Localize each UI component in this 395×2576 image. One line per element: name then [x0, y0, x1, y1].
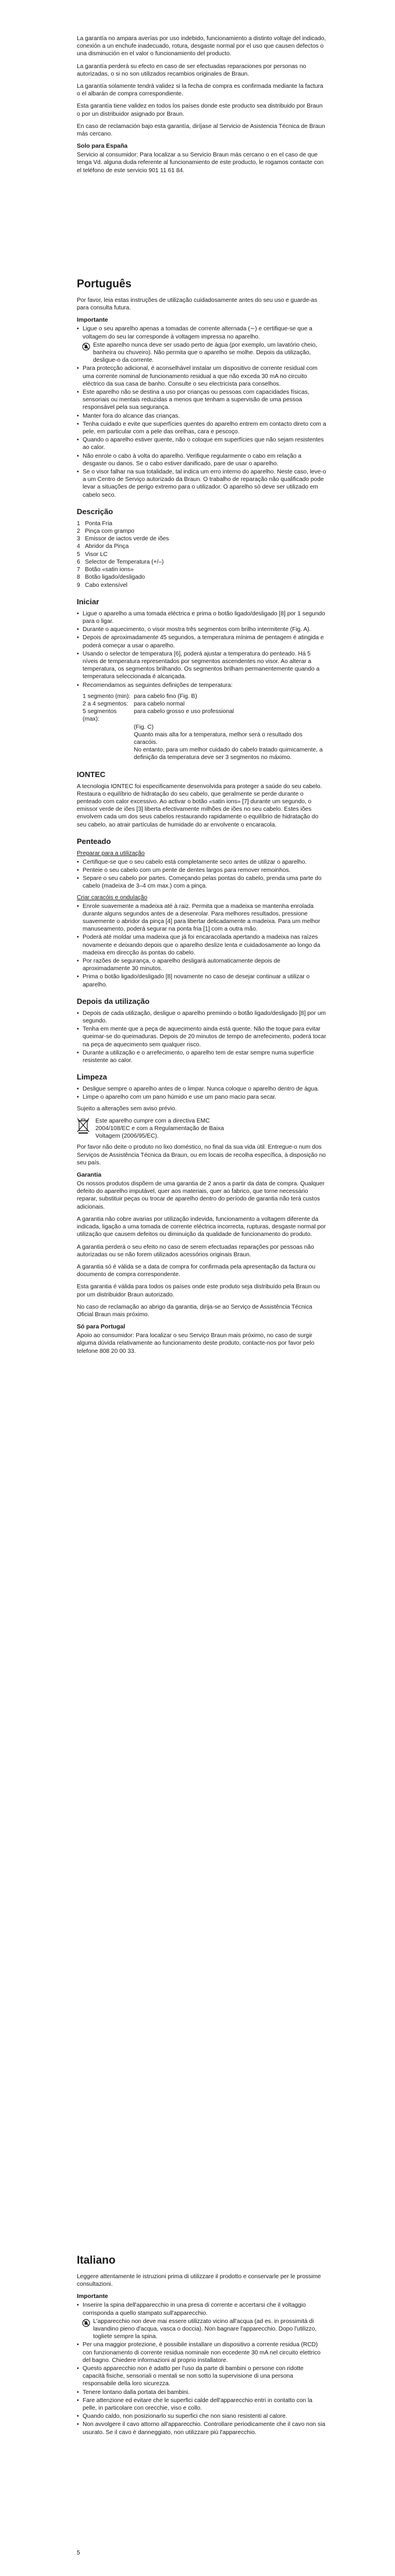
list-item: • Tenha cuidado e evite que superfícies quentes do aparelho entrem em contacto direto com a pele, em particular com a pele das orelhas, cara e pescoço.: [77, 421, 327, 436]
preparar-list: [77, 858, 327, 890]
list-item: • Poderá até moldar uma madeixa que já foi encaracolada apertando a madeixa nas raízes novamente e deixando depois que o aparelho deslize lenta e cuidadosamente ao longo da madeixa em direcção às pontas do cabelo.: [77, 934, 327, 957]
descricao-row: 1 Ponta Fria: [77, 520, 112, 527]
lixo-text: Por favor não deite o produto no lixo doméstico, no final da sua vida útil. Entregue-o num dos Serviços de Assistência Técnica da Braun, ou em locais de recolha específica, à disposição no seu país.: [77, 1144, 326, 1166]
italian-section: [77, 2254, 327, 2440]
weee-bin-icon: [77, 1117, 90, 1134]
descricao-list: [77, 520, 327, 589]
garantia-paragraph: Os nossos produtos dispõem de uma garantia de 2 anos a partir da data de compra. Qualquer defeito do aparelho imputável, quer aos materiais, quer ao fabrico, que torne necessário reparar, substituir peças ou trocar de aparelho dentro do período de garantia não terá custos adicionais.: [77, 1181, 325, 1210]
list-item: • Penteie o seu cabelo com um pente de dentes largos para remover remoinhos.: [77, 867, 327, 874]
depois-heading: Depois da utilização: [77, 996, 150, 1006]
page-number: 5: [77, 2550, 80, 2556]
descricao-heading: Descrição: [77, 507, 113, 516]
italian-importante-heading: Importante: [77, 2293, 108, 2300]
warning-text: L'apparecchio non deve mai essere utilizzato vicino all'acqua (ad es. in prossimità di lavandino pieno d'acqua, vasca o doccia). Non bagnare l'apparecchio. Dopo l'utilizzo, togliete sempre la spina.: [93, 2318, 317, 2340]
list-item: • Durante a utilização e o arrefecimento, o aparelho tem de estar sempre numa superfície resistente ao calor.: [77, 1049, 327, 1064]
importante-list: [77, 325, 327, 498]
garantia-heading: Garantia: [77, 1172, 102, 1179]
italian-intro: Leggere attentamente le istruzioni prima di utilizzare il prodotto e conservarle per le prossime consultazioni.: [77, 2274, 321, 2288]
list-item: • Manter fora do alcance das crianças.: [77, 412, 327, 420]
list-item-warning: [77, 341, 327, 365]
spanish-paragraph: La garantía no ampara averías por uso indebido, funcionamiento a distinto voltaje del indicado, conexión a un enchufe inadecuado, rotura, desgaste normal por el uso que causen defectos o una disminución en el valor o funcionamiento del producto.: [77, 35, 326, 58]
list-item: • Durante o aquecimento, o visor mostra três segmentos com brilho intermitente (Fig. A).: [77, 626, 327, 633]
list-item: • Certifique-se que o seu cabelo está completamente seco antes de utilizar o aparelho.: [77, 858, 327, 866]
list-item: • Limpe o aparelho com um pano húmido e use um pano macio para secar.: [77, 1093, 327, 1101]
garantia-paragraph: No caso de reclamação ao abrigo da garantia, dirija-se ao Serviço de Assistência Técnica Oficial Braun mais próximo.: [77, 1303, 312, 1318]
spanish-paragraph: Esta garantía tiene validez en todos los países donde este producto sea distribuido por Braun o por un distribuidor asignado por Braun.: [77, 103, 323, 117]
warning-text: Este aparelho nunca deve ser usado perto de água (por exemplo, um lavatório cheio, banheira ou chuveiro). Não permita que o aparelho se molhe. Depois da utilização, desligue-o da corrente.: [93, 341, 318, 364]
criar-list: [77, 903, 327, 989]
list-item: • Questo apparecchio non è adatto per l'uso da parte di bambini o persone con ridotte capacità fisiche, sensoriali o mentali se non sotto la supervisione di una persona responsabile della loro sicurezza.: [77, 2365, 327, 2388]
no-water-icon: [82, 2319, 90, 2327]
list-item: • Quando o aparelho estiver quente, não o coloque em superfícies que não sejam resistentes ao calor.: [77, 436, 327, 451]
italian-title: Italiano: [77, 2254, 116, 2267]
list-item: • Prima o botão ligado/desligado [8] novamente no caso de desejar continuar a utilizar o aparelho.: [77, 973, 327, 988]
so-portugal-heading: Só para Portugal: [77, 1324, 126, 1331]
descricao-row: 7 Botão «satin ions»: [77, 566, 134, 573]
list-item: • Enrole suavemente a madeixa até à raiz. Permita que a madeixa se mantenha enrolada durante alguns segundos antes de a desenrolar. Para melhores resultados, pressione suavemente o abridor da pinça [4] para libertar delicadamente a madeixa. Para um melhor manuseamento, poderá segurar na ponta fria [1] com a outra mão.: [77, 903, 327, 934]
list-item: • Não enrole o cabo à volta do aparelho. Verifique regularmente o cabo em relação a desgaste ou danos. Se o cabo estiver danificado, pare de usar o aparelho.: [77, 453, 327, 468]
solo-espana-text: Servicio al consumidor: Para localizar a su Servicio Braun más cercano o en el caso de que tenga Vd. alguna duda referente al funcionamiento de este producto, le rogamos contacte con el teléfono de este servicio 901 11 61 84.: [77, 152, 324, 174]
preparar-heading: Preparar para a utilização: [77, 850, 145, 857]
segment-row: 2 a 4 segmentos: para cabelo normal: [83, 700, 185, 707]
portuguese-title: Português: [77, 278, 131, 290]
penteado-heading: Penteado: [77, 836, 111, 846]
list-item: • Usando o selector de temperatura [6], poderá ajustar a temperatura do penteado. Há 5 níveis de temperatura representados por segmentos ascendentes no visor. Ao alterar a temperatura, os segmentos brilhando. Os segmentos brilham permanentemente quando a temperatura seleccionada é alcançada.: [77, 650, 327, 681]
iniciar-heading: Iniciar: [77, 597, 99, 606]
list-item: • Para protecção adicional, é aconselhável instalar um dispositivo de corrente residual com uma corrente nominal de funcionamento residual a que não exceda 30 mA no circuito eléctrico da sua casa de banho. Consulte o seu electricista para conselhos.: [77, 365, 327, 388]
list-item: • Fare attenzione ed evitare che le superfici calde dell'apparecchio entri in contatto con la pelle, in particolare con orecchie, viso e collo.: [77, 2397, 327, 2412]
so-portugal-text: Apoio ao consumidor: Para localizar o seu Serviço Braun mais próximo, no caso de surgir alguma dúvida relativamente ao funcionamento deste produto, contacte-nos por favor pelo telefone 808 20 00 33.: [77, 1332, 315, 1355]
sujeito-text: Sujeito a alterações sem aviso prévio.: [77, 1105, 177, 1112]
descricao-row: 4 Abridor da Pinça: [77, 543, 129, 550]
garantia-paragraph: A garantia perderá o seu efeito no caso de serem efectuadas reparações por pessoas não autorizadas ou se não forem utilizados acessórios originais Braun.: [77, 1244, 314, 1258]
list-item: • Inserire la spina dell'apparecchio in una presa di corrente e accertarsi che il voltaggio corrisponda a quello stampato sull'apparecchio.: [77, 2301, 327, 2317]
spanish-paragraph: La garantía perderá su efecto en caso de ser efectuadas reparaciones por personas no autorizadas, o si no son utilizados recambios originales de Braun.: [77, 63, 307, 77]
garantia-paragraph: A garantia não cobre avarias por utilização indevida, funcionamento a voltagem diferente da indicada, ligação a uma tomada de corrente eléctrica incorrecta, rupturas, desgaste normal por utilização que causem defeitos ou diminuição da qualidade de funcionamento do produto.: [77, 1216, 326, 1238]
segment-table: [77, 693, 327, 762]
iontec-heading: IONTEC: [77, 769, 106, 779]
iniciar-note: No entanto, para um melhor cuidado do cabelo tratado quimicamente, a definição da temperatura deve ser 3 segmentos no máximo.: [134, 747, 323, 761]
list-item: • Depois de aproximadamente 45 segundos, a temperatura mínima de pentagem é atingida e poderá começar a usar o aparelho.: [77, 634, 327, 649]
depois-list: [77, 1010, 327, 1064]
emc-text: Este aparelho cumpre com a directiva EMC 2004/108/EC e com a Regulamentação de Baixa Voltagem (2006/95/EC).: [95, 1117, 224, 1140]
emc-block: [77, 1117, 327, 1141]
list-item: • Desligue sempre o aparelho antes de o limpar. Nunca coloque o aparelho dentro de água.: [77, 1085, 327, 1093]
descricao-row: 3 Emissor de iactos verde de iões: [77, 536, 169, 543]
descricao-row: 5 Visor LC: [77, 551, 108, 558]
descricao-row: 6 Selector de Temperatura (+/–): [77, 558, 164, 565]
iniciar-note: Quanto mais alta for a temperatura, melhor será o resultado dos caracóis.: [134, 731, 303, 746]
list-item: • Separe o seu cabelo por partes. Começando pelas pontas do cabelo, prenda uma parte do cabelo (madeixa de 3–4 cm max.) com a pinça.: [77, 875, 327, 890]
segment-row: 1 segmento (min): para cabelo fino (Fig. B): [83, 693, 197, 700]
list-item: • Ligue o seu aparelho apenas a tomadas de corrente alternada (∼) e certifique-se que a voltagem do seu lar corresponde à voltagem impressa no aparelho.: [77, 325, 327, 340]
list-item: • Se o visor falhar na sua totalidade, tal indica um erro interno do aparelho. Neste caso, leve-o a um Centro de Serviço autorizado da Braun. O trabalho de reparação não qualificado pode levar a situações de perigo extremo para o utilizador. O aparelho só deve ser utilizado em cabelo seco.: [77, 468, 327, 499]
spanish-paragraph: En caso de reclamación bajo esta garantía, diríjase al Servicio de Asistencia Técnica de Braun más cercano.: [77, 123, 325, 138]
no-water-icon: [82, 343, 90, 351]
list-item: • Tenha em mente que a peça de aquecimento ainda está quente. Não the toque para evitar queimar-se do queimaduras. Depois de 20 minutos de tempo de arrefecimento, poderá tocar na peça de aquecimento sem qualquer risco.: [77, 1025, 327, 1049]
iontec-text: A tecnologia IONTEC foi especificamente desenvolvida para proteger a saúde do seu cabelo. Restaura o equilíbrio de hidratação do seu cabelo, que geralmente se perde durante o penteado com calor excessivo. Ao activar o botão «satin ions» [7] durante um segundo, o emissor verde de iões [3] liberta efectivamente milhões de iões no seu cabelo. Estes iões envolvem cada um dos seus cabelos restaurando rapidamente o equilíbrio de hidratação do seu cabelo, ao atrair partículas de humidade do ar envolvente o encaracola.: [77, 783, 322, 828]
list-item: • Por razões de segurança, o aparelho desligará automaticamente depois de aproximadamente 30 minutos.: [77, 957, 327, 972]
descricao-row: 8 Botão ligado/desligado: [77, 574, 145, 581]
list-item: • Tenere lontano dalla portata dei bambini.: [77, 2389, 327, 2396]
list-item: • Recomendamos as seguintes definições de temperatura:: [77, 682, 327, 689]
list-item: • Non avvolgere il cavo attorno all'apparecchio. Controllare periodicamente che il cavo non sia usurato. Se il cavo è danneggiato, non utilizzare più l'apparecchio.: [77, 2421, 327, 2436]
importante-heading: Importante: [77, 317, 108, 324]
descricao-row: 9 Cabo extensível: [77, 582, 128, 589]
portuguese-intro: Por favor, leia estas instruções de utilização cuidadosamente antes do seu uso e guarde-as para consulta futura.: [77, 297, 318, 312]
list-item: • Este aparelho não se destina a uso por crianças ou pessoas com capacidades físicas, sensoriais ou mentais reduzidas a menos que tenham a supervisão de uma pessoa responsável pela sua segurança.: [77, 389, 327, 412]
iniciar-list: [77, 610, 327, 689]
spanish-paragraph: La garantía solamente tendrá validez si la fecha de compra es confirmada mediante la factura o el albarán de compra correspondiente.: [77, 83, 323, 98]
fig-c-label: (Fig. C): [134, 724, 154, 731]
garantia-paragraph: A garantia só é válida se a data de compra for confirmada pela apresentação da factura ou documento de compra correspondente.: [77, 1263, 316, 1278]
portuguese-section: [77, 278, 327, 1360]
list-item: • Depois de cada utilização, desligue o aparelho premindo o botão ligado/desligado [8] por um segundo.: [77, 1010, 327, 1025]
list-item: • Quando caldo, non posizionarlo su superfici che non siano resistenti al calore.: [77, 2413, 327, 2420]
solo-espana-heading: Solo para España: [77, 143, 128, 150]
list-item-warning: [77, 2318, 327, 2341]
list-item: • Ligue o aparelho a uma tomada eléctrica e prima o botão ligado/desligado [8] por 1 segundo para o ligar.: [77, 610, 327, 625]
descricao-row: 2 Pinça com grampo: [77, 528, 134, 535]
garantia-paragraph: Esta garantia é válida para todos os países onde este produto seja distribuído pela Braun ou por um distribuidor Braun autorizado.: [77, 1284, 320, 1298]
spanish-section: [77, 35, 327, 179]
segment-row: 5 segmentos (max): para cabelo grosso e uso professional: [83, 708, 234, 723]
limpeza-list: [77, 1085, 327, 1101]
italian-importante-list: [77, 2301, 327, 2436]
limpeza-heading: Limpeza: [77, 1073, 108, 1082]
list-item: • Per una maggior protezione, è possibile installare un dispositivo a corrente residua (RCD) con funzionamento di corrente residua nominale non eccedente 30 mA nel circuito elettrico del bagno. Chiedere informazioni al proprio installatore.: [77, 2341, 327, 2364]
criar-heading: Criar caracóis e ondulação: [77, 894, 148, 901]
